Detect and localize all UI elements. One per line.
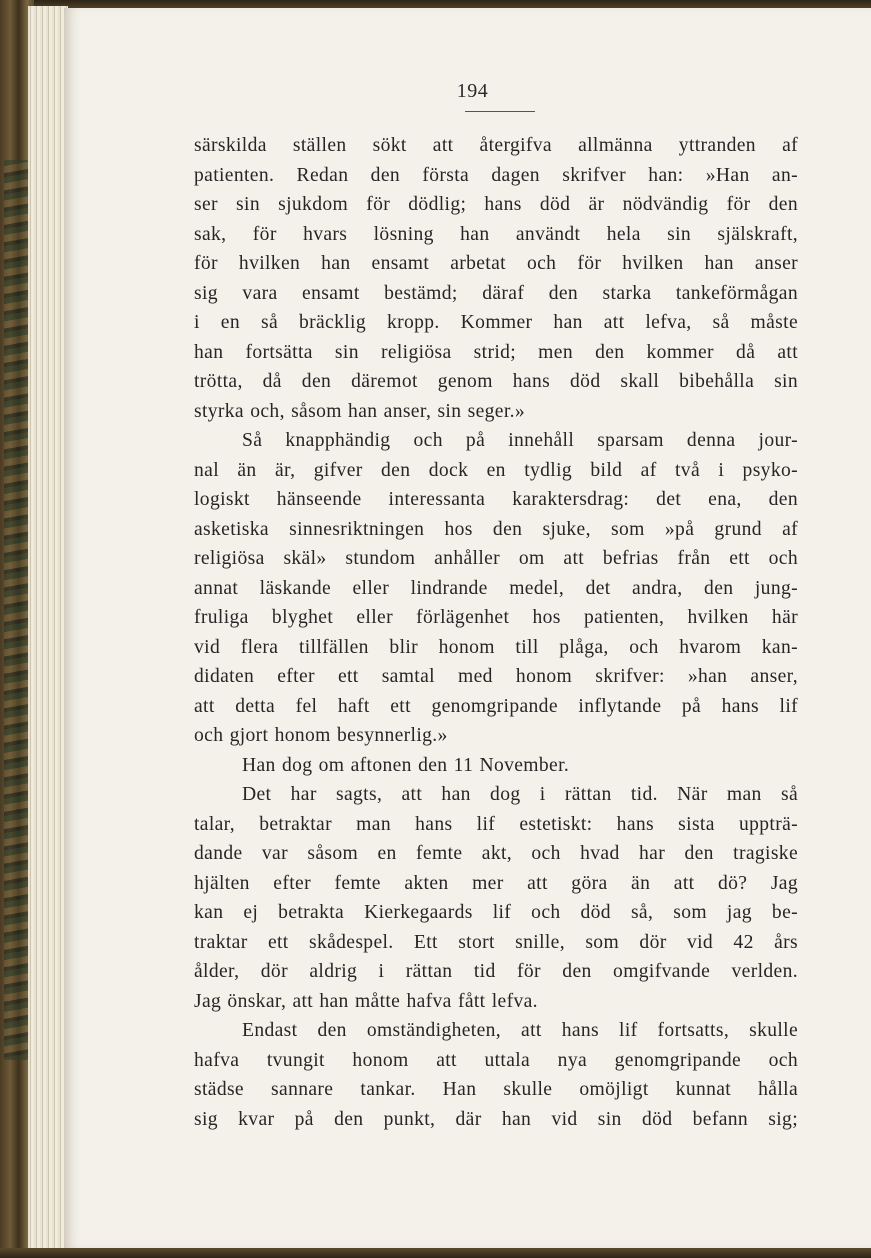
text-line: städse sannare tankar. Han skulle omöjligt kunnat hålla <box>194 1079 798 1100</box>
text-line: Så knapphändig och på innehåll sparsam denna jour- <box>242 430 798 451</box>
book-bottom-edge <box>0 1248 871 1258</box>
text-line: hafva tvungit honom att uttala nya genomgripande och <box>194 1049 798 1071</box>
text-line: Jag önskar, att han måtte hafva fått lefva. <box>194 990 538 1012</box>
text-line: särskilda ställen sökt att återgifva allmänna yttranden af <box>194 135 798 156</box>
text-line: logiskt hänseende interessanta karaktersdrag: det ena, den <box>194 489 798 510</box>
page-stack-edge <box>28 6 68 1250</box>
marbled-cover-edge <box>4 160 28 1060</box>
text-line: trötta, då den däremot genom hans död skall bibehålla sin <box>194 371 798 392</box>
text-line: att detta fel haft ett genomgripande inflytande på hans lif <box>194 695 798 717</box>
text-line: Endast den omständigheten, att hans lif fortsatts, skulle <box>242 1020 798 1041</box>
text-line: sak, för hvars lösning han användt hela sin själskraft, <box>194 223 798 245</box>
text-line: fruliga blyghet eller förlägenhet hos patienten, hvilken här <box>194 607 798 628</box>
text-line: annat läskande eller lindrande medel, det andra, den jung- <box>194 577 798 599</box>
text-line: sig kvar på den punkt, där han vid sin död befann sig; <box>194 1108 798 1130</box>
text-line: patienten. Redan den första dagen skrifver han: »Han an- <box>194 164 798 186</box>
text-line: styrka och, såsom han anser, sin seger.» <box>194 400 526 422</box>
page-number: 194 <box>456 80 489 102</box>
text-line: ser sin sjukdom för dödlig; hans död är nödvändig för den <box>194 194 798 215</box>
text-line: talar, betraktar man hans lif estetiskt: hans sista uppträ- <box>194 813 798 835</box>
text-line: asketiska sinnesriktningen hos den sjuke, som »på grund af <box>194 518 798 540</box>
text-line: dande var såsom en femte akt, och hvad har den tragiske <box>194 843 798 864</box>
text-line: ålder, dör aldrig i rättan tid för den omgifvande verlden. <box>194 961 798 982</box>
text-line: hjälten efter femte akten mer att göra än att dö? Jag <box>194 872 798 894</box>
text-line: didaten efter ett samtal med honom skrifver: »han anser, <box>194 666 798 687</box>
body-text <box>194 131 798 1134</box>
text-line: för hvilken han ensamt arbetat och för hvilken han anser <box>194 253 798 274</box>
text-line: Det har sagts, att han dog i rättan tid. När man så <box>242 784 798 805</box>
text-line: Han dog om aftonen den 11 November. <box>242 754 570 776</box>
text-line: sig vara ensamt bestämd; däraf den starka tankeförmågan <box>194 282 798 304</box>
text-line: vid flera tillfällen blir honom till plåga, och hvarom kan- <box>194 636 798 658</box>
text-line: i en så bräcklig kropp. Kommer han att lefva, så måste <box>194 312 798 333</box>
text-line: traktar ett skådespel. Ett stort snille, som dör vid 42 års <box>194 931 798 953</box>
text-line: nal än är, gifver den dock en tydlig bild af två i psyko- <box>194 459 798 481</box>
page-number-rule <box>465 111 535 112</box>
text-line: han fortsätta sin religiösa strid; men den kommer då att <box>194 341 798 363</box>
text-line: religiösa skäl» stundom anhåller om att befrias från ett och <box>194 548 798 569</box>
text-line: och gjort honom besynnerlig.» <box>194 725 448 746</box>
book-top-edge <box>0 0 871 8</box>
text-line: kan ej betrakta Kierkegaards lif och död så, som jag be- <box>194 902 798 923</box>
